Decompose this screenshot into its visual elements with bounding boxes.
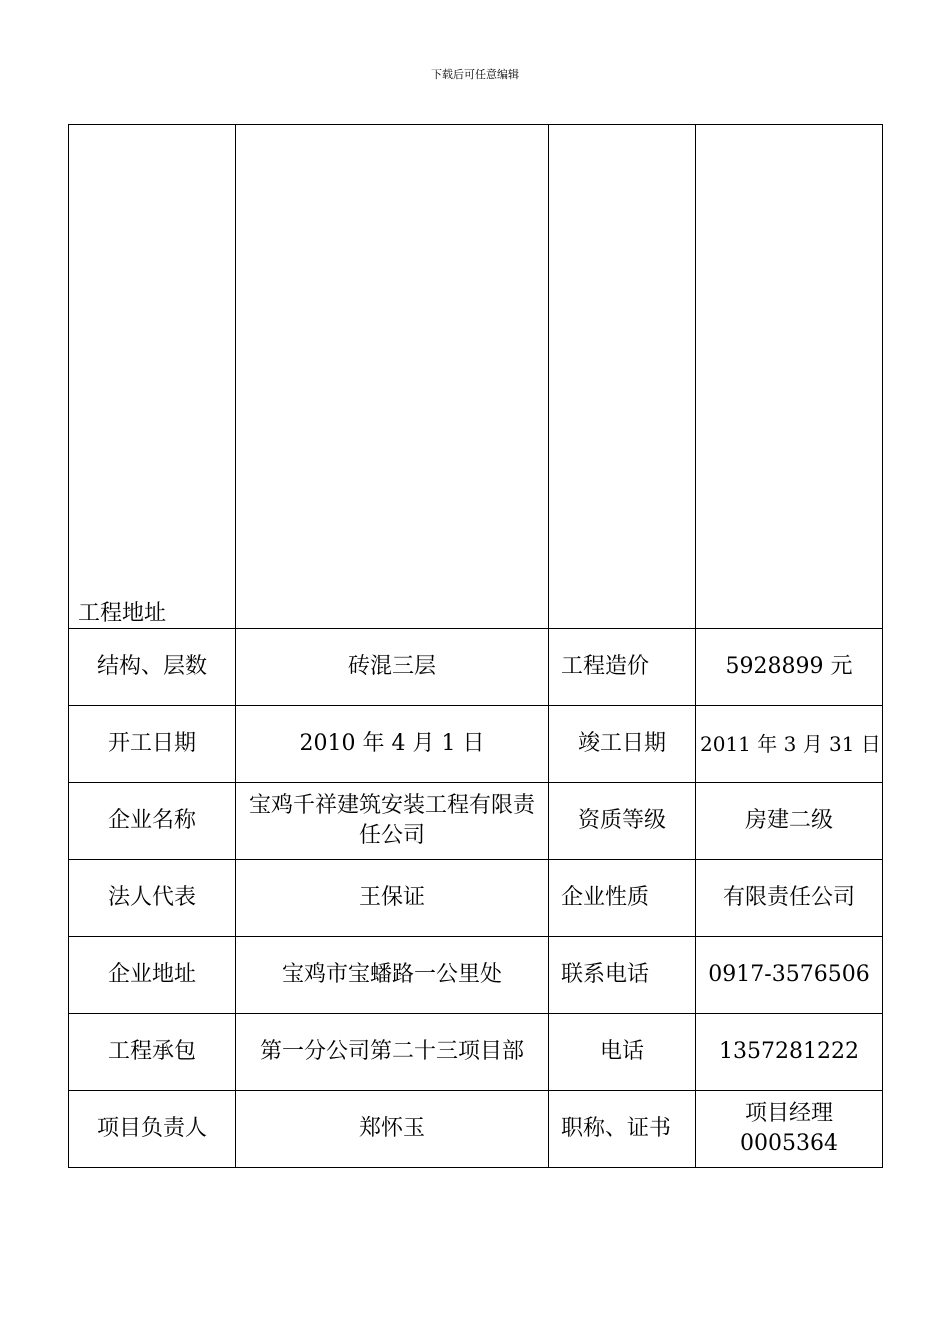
value-company-address: 宝鸡市宝蟠路一公里处 <box>236 937 549 1014</box>
table-row-address <box>69 125 883 629</box>
value-project-lead: 郑怀玉 <box>236 1091 549 1168</box>
label-company-name: 企业名称 <box>69 783 236 860</box>
label-company-type: 企业性质 <box>549 860 696 937</box>
label-legal-representative: 法人代表 <box>69 860 236 937</box>
value-completion-date: 2011 年 3 月 31 日 <box>696 706 883 783</box>
label-contractor: 工程承包 <box>69 1014 236 1091</box>
table-row-company-address <box>69 937 883 1014</box>
value-contact-phone: 0917-3576506 <box>696 937 883 1014</box>
label-project-lead: 项目负责人 <box>69 1091 236 1168</box>
table-row-dates <box>69 706 883 783</box>
value-contractor: 第一分公司第二十三项目部 <box>236 1014 549 1091</box>
label-address-extra <box>549 125 696 629</box>
table-row-project-lead <box>69 1091 883 1168</box>
value-address-extra <box>696 125 883 629</box>
label-structure-floors: 结构、层数 <box>69 629 236 706</box>
label-title-certificate: 职称、证书 <box>549 1091 696 1168</box>
value-phone: 1357281222 <box>696 1014 883 1091</box>
label-qualification: 资质等级 <box>549 783 696 860</box>
value-qualification: 房建二级 <box>696 783 883 860</box>
value-start-date: 2010 年 4 月 1 日 <box>236 706 549 783</box>
label-company-address: 企业地址 <box>69 937 236 1014</box>
label-start-date: 开工日期 <box>69 706 236 783</box>
label-project-cost: 工程造价 <box>549 629 696 706</box>
value-structure-floors: 砖混三层 <box>236 629 549 706</box>
table-row-contractor <box>69 1014 883 1091</box>
label-completion-date: 竣工日期 <box>549 706 696 783</box>
table-row-legal-rep <box>69 860 883 937</box>
page-header-note: 下载后可任意编辑 <box>431 68 519 81</box>
project-info-table <box>68 124 883 1168</box>
label-contact-phone: 联系电话 <box>549 937 696 1014</box>
table-row-company <box>69 783 883 860</box>
value-title-certificate: 项目经理 0005364 <box>696 1091 883 1168</box>
value-project-address <box>236 125 549 629</box>
table-row-structure <box>69 629 883 706</box>
label-phone: 电话 <box>549 1014 696 1091</box>
value-legal-representative: 王保证 <box>236 860 549 937</box>
value-company-type: 有限责任公司 <box>696 860 883 937</box>
label-project-address: 工程地址 <box>69 125 236 629</box>
value-project-cost: 5928899 元 <box>696 629 883 706</box>
value-company-name: 宝鸡千祥建筑安装工程有限责任公司 <box>236 783 549 860</box>
